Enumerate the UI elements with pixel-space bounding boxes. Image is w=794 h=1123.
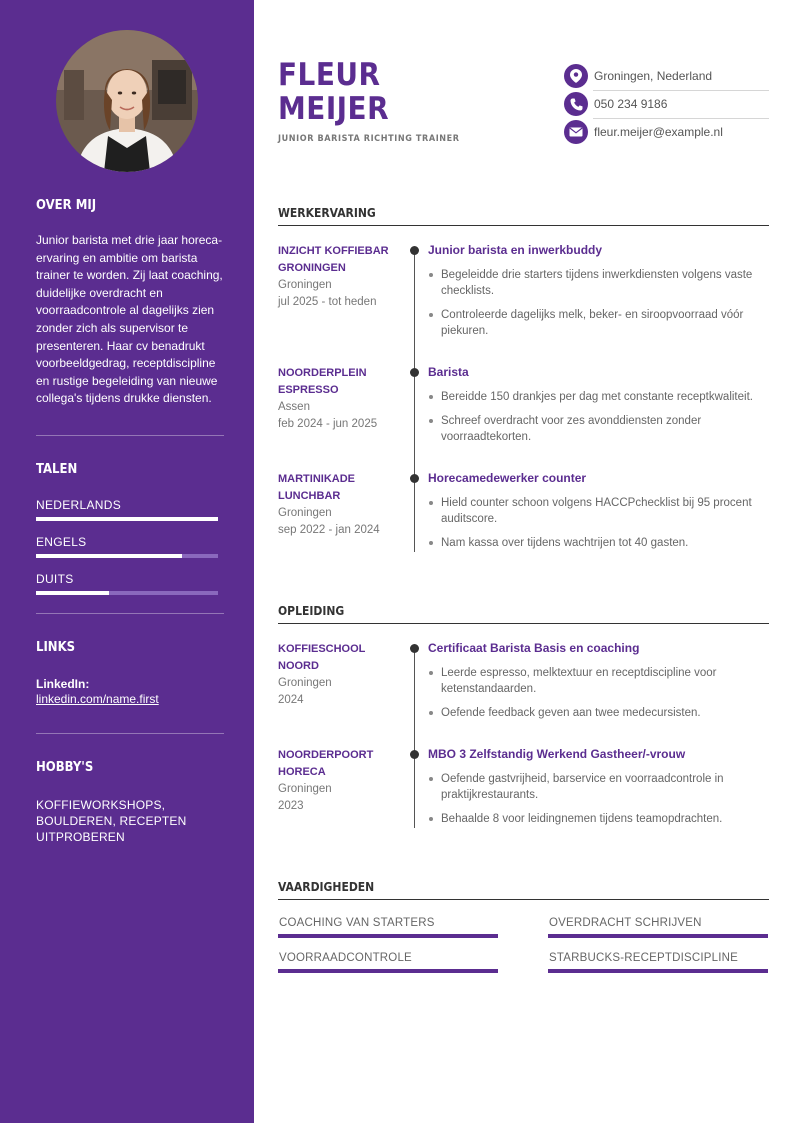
skill-item xyxy=(548,917,768,938)
contact-phone-text: 050 234 9186 xyxy=(594,97,668,111)
hobbies-heading: HOBBY'S xyxy=(36,760,94,775)
about-section xyxy=(36,198,224,408)
education-heading: OPLEIDING xyxy=(278,604,769,624)
bullet-item: Nam kassa over tijdens wachtrijen tot 40 gasten. xyxy=(428,535,769,551)
contact-phone xyxy=(564,90,769,118)
profile-photo xyxy=(56,30,198,172)
education-bullets xyxy=(428,665,769,721)
skills-heading: VAARDIGHEDEN xyxy=(278,880,769,900)
experience-heading: WERKERVARING xyxy=(278,206,769,226)
email-icon xyxy=(564,120,588,144)
education-details xyxy=(428,747,769,835)
timeline-dot xyxy=(410,750,419,759)
education-org: KOFFIESCHOOL NOORD xyxy=(278,643,366,672)
first-name: FLEUR xyxy=(278,57,381,93)
skill-name: OVERDRACHT SCHRIJVEN xyxy=(549,917,702,929)
experience-bullets xyxy=(428,267,769,339)
experience-title: Barista xyxy=(428,365,469,379)
experience-bullets xyxy=(428,495,769,551)
experience-period: jul 2025 - tot heden xyxy=(278,296,377,308)
experience-details xyxy=(428,365,769,453)
experience-bullets xyxy=(428,389,769,445)
language-item xyxy=(36,498,224,521)
skill-name: VOORRAADCONTROLE xyxy=(279,952,412,964)
education-city: Groningen xyxy=(278,677,332,689)
sidebar-divider xyxy=(36,733,224,734)
skill-item xyxy=(278,917,498,938)
education-title: MBO 3 Zelfstandig Werkend Gastheer/-vrouw xyxy=(428,747,686,761)
timeline-dot xyxy=(410,474,419,483)
education-org-block xyxy=(278,641,396,709)
skill-bar xyxy=(548,934,768,938)
experience-period: sep 2022 - jan 2024 xyxy=(278,524,380,536)
links-section xyxy=(36,640,224,706)
bullet-item: Schreef overdracht voor zes avonddiensten zonder voorraadtekorten. xyxy=(428,413,769,445)
experience-org: NOORDERPLEIN ESPRESSO xyxy=(278,367,367,396)
language-level-bar xyxy=(36,554,218,558)
languages-heading: TALEN xyxy=(36,462,78,477)
linkedin-link[interactable]: linkedin.com/name.first xyxy=(36,692,159,706)
sidebar-divider xyxy=(36,435,224,436)
location-pin-icon xyxy=(564,64,588,88)
experience-title: Junior barista en inwerkbuddy xyxy=(428,243,603,257)
phone-icon xyxy=(564,92,588,116)
skill-item xyxy=(278,952,498,973)
language-level-fill xyxy=(36,517,218,521)
language-name: NEDERLANDS xyxy=(36,498,122,512)
about-text: Junior barista met drie jaar horeca-ervaring en ambitie om barista trainer te worden. Zij laat coaching, duidelijke overdracht en voorraadcontrole al dagelijks zien zonder zich als supervisor te presenteren. Haar cv benadrukt voorbeeldgedrag, receptdiscipline en rustige begeleiding van nieuwe collega's tijdens drukke diensten. xyxy=(36,233,223,406)
linkedin-label: LinkedIn: xyxy=(36,677,90,691)
language-list xyxy=(36,498,224,595)
skill-bar xyxy=(548,969,768,973)
experience-city: Groningen xyxy=(278,279,332,291)
sidebar-divider xyxy=(36,613,224,614)
about-heading: OVER MIJ xyxy=(36,198,97,213)
contact-location xyxy=(564,62,769,90)
experience-city: Groningen xyxy=(278,507,332,519)
experience-org: MARTINIKADE LUNCHBAR xyxy=(278,473,355,502)
experience-timeline-line xyxy=(414,251,415,552)
experience-period: feb 2024 - jun 2025 xyxy=(278,418,378,430)
language-level-fill xyxy=(36,554,182,558)
hobbies-section xyxy=(36,760,224,845)
education-period: 2024 xyxy=(278,694,304,706)
skill-name: COACHING VAN STARTERS xyxy=(279,917,435,929)
timeline-dot xyxy=(410,368,419,377)
skill-bar xyxy=(278,969,498,973)
education-details xyxy=(428,641,769,729)
contact-email xyxy=(564,118,769,146)
bullet-item: Oefende gastvrijheid, barservice en voorraadcontrole in praktijkrestaurants. xyxy=(428,771,769,803)
education-city: Groningen xyxy=(278,783,332,795)
language-name: ENGELS xyxy=(36,535,87,549)
links-heading: LINKS xyxy=(36,640,76,655)
education-org: NOORDERPOORT HORECA xyxy=(278,749,374,778)
last-name: MEIJER xyxy=(278,91,390,127)
languages-section xyxy=(36,462,224,595)
experience-org-block xyxy=(278,471,396,539)
experience-org-block xyxy=(278,243,396,311)
language-item xyxy=(36,572,224,595)
bullet-item: Controleerde dagelijks melk, beker- en siroopvoorraad vóór piekuren. xyxy=(428,307,769,339)
experience-details xyxy=(428,471,769,559)
language-level-bar xyxy=(36,517,218,521)
contact-location-text: Groningen, Nederland xyxy=(594,69,713,83)
experience-city: Assen xyxy=(278,401,310,413)
bullet-item: Bereidde 150 drankjes per dag met constante receptkwaliteit. xyxy=(428,389,769,405)
education-org-block xyxy=(278,747,396,815)
experience-title: Horecamedewerker counter xyxy=(428,471,587,485)
education-period: 2023 xyxy=(278,800,304,812)
language-level-fill xyxy=(36,591,109,595)
bullet-item: Begeleidde drie starters tijdens inwerkdiensten volgens vaste checklists. xyxy=(428,267,769,299)
language-name: DUITS xyxy=(36,572,74,586)
skill-bar xyxy=(278,934,498,938)
contact-email-text[interactable]: fleur.meijer@example.nl xyxy=(594,125,723,139)
skill-item xyxy=(548,952,768,973)
education-timeline-line xyxy=(414,649,415,828)
timeline-dot xyxy=(410,644,419,653)
education-bullets xyxy=(428,771,769,827)
education-title: Certificaat Barista Basis en coaching xyxy=(428,641,640,655)
experience-org: INZICHT KOFFIEBAR GRONINGEN xyxy=(278,245,389,274)
bullet-item: Oefende feedback geven aan twee medecursisten. xyxy=(428,705,769,721)
timeline-dot xyxy=(410,246,419,255)
full-name xyxy=(278,58,389,126)
bullet-item: Leerde espresso, melktextuur en receptdiscipline voor ketenstandaarden. xyxy=(428,665,769,697)
experience-org-block xyxy=(278,365,396,433)
skill-name: STARBUCKS-RECEPTDISCIPLINE xyxy=(549,952,739,964)
bullet-item: Hield counter schoon volgens HACCPchecklist bij 95 procent auditscore. xyxy=(428,495,769,527)
bullet-item: Behaalde 8 voor leidingnemen tijdens teamopdrachten. xyxy=(428,811,769,827)
job-role: JUNIOR BARISTA RICHTING TRAINER xyxy=(278,134,460,144)
language-level-bar xyxy=(36,591,218,595)
hobbies-text: KOFFIEWORKSHOPS, BOULDEREN, RECEPTEN UITPROBEREN xyxy=(36,798,187,844)
language-item xyxy=(36,535,224,558)
experience-details xyxy=(428,243,769,347)
sidebar xyxy=(0,0,254,1123)
